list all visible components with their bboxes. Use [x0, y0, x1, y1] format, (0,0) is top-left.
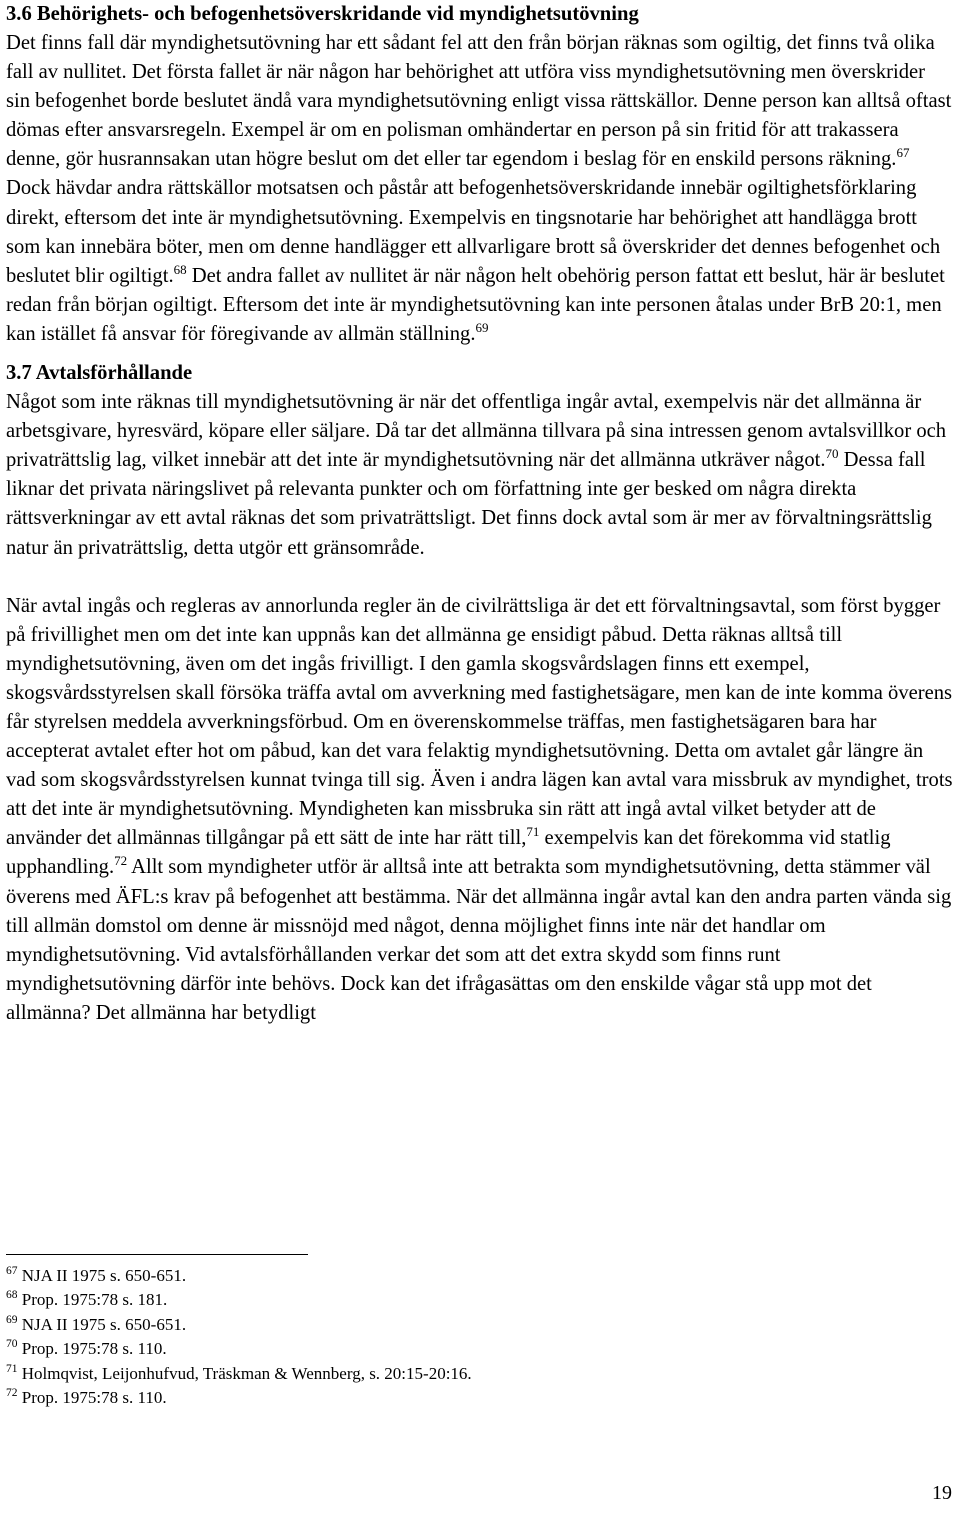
footnote-number: 70: [6, 1338, 18, 1351]
paragraph-text: Det finns fall där myndighetsutövning har ett sådant fel att den från början räknas som ogiltig, det finns två olika fall av nullitet. Det första fallet är när någon har behörighet att utföra viss myndighetsutövning men överskrider sin befogenhet borde beslutet ändå vara myndighetsutövning enligt vissa rättskällor. Denne person kan alltså oftast dömas efter ansvarsregeln. Exempel är om en polisman omhändertar en person på sin fritid för att trakassera denne, gör husrannsakan utan högre beslut om det eller tar egendom i beslag för en enskild persons räkning.: [6, 32, 952, 171]
paragraph-text: exempelvis kan det förekomma vid statlig upphandling.: [6, 827, 891, 879]
paragraph-text: Dock hävdar andra rättskällor motsatsen och påstår att befogenhetsöverskridande innebär ogiltighetsförklaring direkt, eftersom det inte är myndighetsutövning. Exempelvis en tingsnotarie har behörighet att handlägga brott som kan innebära böter, men om denne handlägger ett allvarligare brott så överskrider det dennes befogenhet och beslutet blir ogiltigt.: [6, 177, 941, 287]
paragraph-text: Allt som myndigheter utför är alltså inte att betrakta som myndighetsutövning, detta stämmer väl överens med ÄFL:s krav på befogenhet att bestämma. När det allmänna ingår avtal kan den andra parten vända sig till allmän domstol om denne är missnöjd med något, denna möjlighet finns inte när det handlar om myndighetsutövning. Vid avtalsförhållanden verkar det som att det extra skydd som finns runt myndighetsutövning därför inte behövs. Dock kan det ifrågasättas om den enskilde vågar stå upp mot det allmänna? Det allmänna har betydligt: [6, 856, 952, 1024]
footnote-text: NJA II 1975 s. 650-651.: [21, 1314, 187, 1334]
footnote-item: [6, 1288, 906, 1312]
document-page: [6, 0, 954, 1028]
footnote-text: Prop. 1975:78 s. 110.: [21, 1339, 167, 1359]
footnote-ref-72: 72: [114, 853, 128, 869]
footnote-number: 72: [6, 1387, 18, 1400]
footnote-ref-68: 68: [173, 261, 187, 277]
footnote-number: 71: [6, 1362, 18, 1375]
section-heading-3-7: 3.7 Avtalsförhållande: [6, 362, 193, 385]
footnote-ref-71: 71: [526, 824, 540, 840]
paragraph-text: När avtal ingås och regleras av annorlunda regler än de civilrättsliga är det ett förvaltningsavtal, som först bygger på frivillighet men om det inte kan uppnås kan det allmänna ge ensidigt påbud. Detta räknas alltså till myndighetsutövning, även om det ingås frivilligt. I den gamla skogsvårdslagen finns ett exempel, skogsvårdsstyrelsen skall försöka träffa avtal om avverkning med fastighetsägare, men kan de inte komma överens får styrelsen meddela avverkningsförbud. Om en överenskommelse träffas, men fastighetsägaren bara har accepterat avtalet efter hot om påbud, kan det vara felaktig myndighetsutövning. Detta om avtalet går längre än vad som skogsvårdsstyrelsen kunnat tvinga till sig. Även i andra lägen kan avtal vara missbruk av myndighet, trots att det inte är myndighetsutövning. Myndigheten kan missbruka sin rätt att ingå avtal vilket betyder att de använder det allmännas tillgångar på ett sätt de inte har rätt till,: [6, 594, 953, 850]
footnote-text: Prop. 1975:78 s. 110.: [21, 1388, 167, 1408]
page-number: 19: [932, 1482, 952, 1504]
footnote-item: [6, 1264, 906, 1288]
footnote-text: NJA II 1975 s. 650-651.: [21, 1266, 187, 1285]
footnote-item: [6, 1313, 906, 1337]
footnote-item: [6, 1362, 906, 1386]
paragraph-text: Dessa fall liknar det privata näringslivet på relevanta punkter och om författning inte ger besked om några direkta rättsverkningar av ett avtal räknas det som privaträttsligt. Det finns dock avtal som är mer av förvaltningsrättslig natur än privaträttslig, detta utgör ett gränsområde.: [6, 449, 932, 559]
footnote-number: 67: [6, 1265, 18, 1277]
footnote-item: [6, 1337, 906, 1361]
paragraph-contract-1: [6, 388, 954, 563]
footnote-ref-69: 69: [475, 319, 489, 335]
footnote-item: [6, 1386, 906, 1410]
footnote-text: Holmqvist, Leijonhufvud, Träskman & Wennberg, s. 20:15-20:16.: [21, 1363, 472, 1383]
section-heading-3-6: 3.6 Behörighets- och befogenhetsöverskridande vid myndighetsutövning: [6, 3, 639, 25]
footnote-ref-67: 67: [896, 145, 910, 161]
paragraph-text: Något som inte räknas till myndighetsutövning är när det offentliga ingår avtal, exempelvis när det allmänna är arbetsgivare, hyresvärd, köpare eller säljare. Då tar det allmänna tillvara på sina intressen genom avtalsvillkor och privaträttslig lag, vilket innebär att det inte är myndighetsutövning när det allmänna utkräver något.: [6, 391, 947, 472]
footnote-text: Prop. 1975:78 s. 181.: [21, 1290, 168, 1310]
footnote-number: 69: [6, 1313, 18, 1326]
paragraph-contract-2: [6, 592, 954, 1028]
paragraph-text: Det andra fallet av nullitet är när någon helt obehörig person fattat ett beslut, här är beslutet redan från början ogiltigt. Eftersom det inte är myndighetsutövning kan inte personen åtalas under BrB 20:1, men kan istället få ansvar för föregivande av allmän ställning.: [6, 264, 945, 345]
footnote-ref-70: 70: [825, 446, 839, 462]
footnote-number: 68: [6, 1289, 18, 1302]
footnote-divider: [6, 1254, 308, 1255]
footnotes: [6, 1264, 906, 1410]
paragraph-nullity: [6, 29, 954, 349]
